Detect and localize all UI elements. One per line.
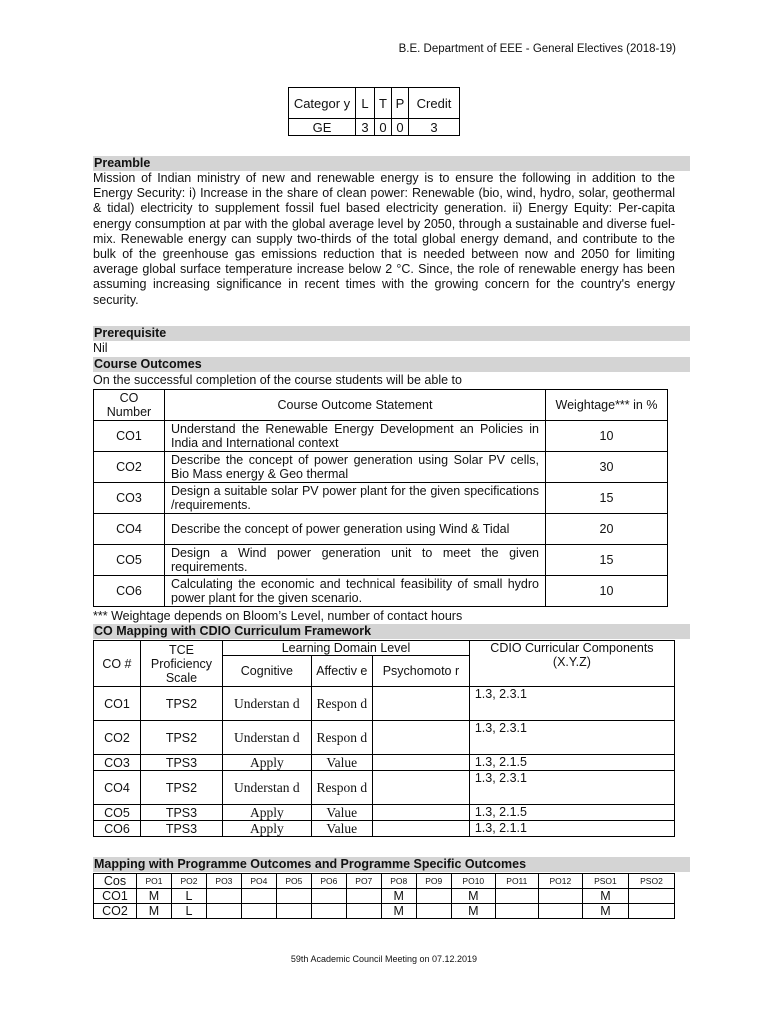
co-number: CO5 [94,545,165,576]
cdio-components: 1.3, 2.1.5 [469,805,674,821]
co-number: CO4 [94,514,165,545]
cdio-co: CO5 [94,805,141,821]
cdio-psychomotor [373,755,470,771]
cdio-tps: TPS3 [140,755,222,771]
po-cell: M [137,889,172,904]
po-cell [495,889,538,904]
po-mapping-table [93,873,675,919]
co-statement: Design a Wind power generation unit to meet the given requirements. [165,545,546,576]
cdio-cognitive: Understan d [223,771,312,805]
credit-header: Credit [409,88,460,119]
table-row [94,821,675,837]
co-number: CO6 [94,576,165,607]
cdio-affective: Respon d [311,721,372,755]
table-row [94,771,675,805]
po-header: PO3 [206,874,241,889]
po-cell: CO2 [94,904,137,919]
psychomotor-header: Psychomoto r [373,656,470,687]
course-outcomes-title: Course Outcomes [93,357,690,372]
po-header: PO4 [241,874,276,889]
cdio-co: CO2 [94,721,141,755]
category-header: Categor y [289,88,356,119]
t-value: 0 [375,119,392,136]
cdio-psychomotor [373,821,470,837]
co-weightage: 30 [546,452,668,483]
co-weightage: 10 [546,421,668,452]
table-row [94,545,668,576]
cognitive-header: Cognitive [223,656,312,687]
cdio-psychomotor [373,771,470,805]
cdio-tps: TPS3 [140,821,222,837]
po-cell [311,889,346,904]
co-statement: Calculating the economic and technical feasibility of small hydro power plant for the given scenario. [165,576,546,607]
po-cell: L [171,904,206,919]
cdio-affective: Value [311,821,372,837]
cdio-co-header: CO # [94,641,141,687]
po-mapping-title: Mapping with Programme Outcomes and Programme Specific Outcomes [93,857,690,872]
cdio-tps: TPS2 [140,771,222,805]
po-cell [346,904,381,919]
preamble-text: Mission of Indian ministry of new and renewable energy is to ensure the following in addition to the Energy Security: i) Increase in the share of clean power: Renewable (bio, wind, hydro, solar, geothermal & tidal) electricity to supplement fossil fuel based electricity generation. ii) Energy Equity: Per-capita energy consumption at par with the global average level by 2050, through a sustainable and diverse fuel- mix. Renewable energy can supply two-thirds of the total global energy demand, and contribute to the bulk of the greenhouse gas emissions reduction that is needed between now and 2050 for limiting average global surface temperature increase below 2 °C. Since, the role of renewable energy has been assuming increasing significance in recent times with the growing concern for the country's energy security. [93,171,675,307]
l-header: L [356,88,375,119]
cdio-co: CO6 [94,821,141,837]
cdio-affective: Value [311,755,372,771]
prerequisite-text: Nil [93,341,108,355]
co-header-row [94,390,668,421]
l-value: 3 [356,119,375,136]
po-header: PO9 [416,874,451,889]
po-cell [206,889,241,904]
cdio-co: CO3 [94,755,141,771]
cdio-tps: TPS3 [140,805,222,821]
co-weightage: 15 [546,483,668,514]
po-cell: M [381,889,416,904]
table-row [94,755,675,771]
table-row [94,721,675,755]
po-cell: M [451,889,495,904]
po-header: PO1 [137,874,172,889]
cdio-components: 1.3, 2.3.1 [469,771,674,805]
co-statement: Design a suitable solar PV power plant for the given specifications /requirements. [165,483,546,514]
po-header: PO6 [311,874,346,889]
po-cell: M [137,904,172,919]
po-cell: M [582,889,628,904]
cdio-table [93,640,675,837]
weightage-note: *** Weightage depends on Bloom’s Level, number of contact hours [93,609,463,623]
co-weightage: 10 [546,576,668,607]
cdio-cognitive: Apply [223,805,312,821]
course-outcomes-intro: On the successful completion of the course students will be able to [93,373,462,387]
co-number-header: CO Number [94,390,165,421]
po-cell [346,889,381,904]
cdio-cognitive: Understan d [223,687,312,721]
table-row [94,904,675,919]
cdio-components: 1.3, 2.1.1 [469,821,674,837]
po-cell [276,889,311,904]
po-cell [628,889,674,904]
po-header: PSO1 [582,874,628,889]
cdio-affective: Value [311,805,372,821]
co-statement-header: Course Outcome Statement [165,390,546,421]
po-cell [416,904,451,919]
po-header-row [94,874,675,889]
po-header: PO2 [171,874,206,889]
page-header: B.E. Department of EEE - General Electives (2018-19) [398,43,676,55]
t-header: T [375,88,392,119]
po-header: PO10 [451,874,495,889]
co-statement: Describe the concept of power generation using Wind & Tidal [165,514,546,545]
po-cell [311,904,346,919]
po-cell: CO1 [94,889,137,904]
cdio-psychomotor [373,805,470,821]
po-cell [628,904,674,919]
po-cell: M [451,904,495,919]
po-header: PO8 [381,874,416,889]
credit-value: 3 [409,119,460,136]
co-weightage: 20 [546,514,668,545]
po-cell [206,904,241,919]
cdio-tps: TPS2 [140,721,222,755]
category-value: GE [289,119,356,136]
cdio-cognitive: Apply [223,755,312,771]
cdio-affective: Respon d [311,771,372,805]
co-statement: Understand the Renewable Energy Development an Policies in India and International context [165,421,546,452]
cdio-co: CO4 [94,771,141,805]
cdio-co: CO1 [94,687,141,721]
po-header: PO5 [276,874,311,889]
po-cell [241,904,276,919]
po-header: PO7 [346,874,381,889]
table-row [94,687,675,721]
po-header-cos: Cos [94,874,137,889]
cdio-affective: Respon d [311,687,372,721]
co-number: CO2 [94,452,165,483]
cdio-components-header: CDIO Curricular Components (X.Y.Z) [469,641,674,687]
table-row [94,889,675,904]
co-number: CO1 [94,421,165,452]
co-number: CO3 [94,483,165,514]
preamble-title: Preamble [93,156,690,171]
p-header: P [392,88,409,119]
cdio-psychomotor [373,721,470,755]
po-cell [276,904,311,919]
po-cell: M [381,904,416,919]
co-weightage-header: Weightage*** in % [546,390,668,421]
course-outcomes-table [93,389,668,607]
category-header-row [289,88,460,119]
po-cell [495,904,538,919]
page-footer: 59th Academic Council Meeting on 07.12.2019 [290,954,478,964]
table-row [94,514,668,545]
po-header: PO11 [495,874,538,889]
category-table [288,87,460,136]
po-cell [538,904,582,919]
po-cell [416,889,451,904]
prerequisite-title: Prerequisite [93,326,690,341]
cdio-components: 1.3, 2.1.5 [469,755,674,771]
po-cell: M [582,904,628,919]
learning-domain-header: Learning Domain Level [223,641,470,656]
table-row [94,452,668,483]
co-weightage: 15 [546,545,668,576]
table-row [94,483,668,514]
co-statement: Describe the concept of power generation using Solar PV cells, Bio Mass energy & Geo thermal [165,452,546,483]
cdio-components: 1.3, 2.3.1 [469,721,674,755]
cdio-cognitive: Apply [223,821,312,837]
po-cell: L [171,889,206,904]
cdio-header-row [94,641,675,656]
po-header: PO12 [538,874,582,889]
cdio-tps: TPS2 [140,687,222,721]
po-header: PSO2 [628,874,674,889]
category-value-row [289,119,460,136]
po-cell [241,889,276,904]
p-value: 0 [392,119,409,136]
affective-header: Affectiv e [311,656,372,687]
cdio-title: CO Mapping with CDIO Curriculum Framework [93,624,690,639]
cdio-cognitive: Understan d [223,721,312,755]
cdio-tce-header: TCE Proficiency Scale [140,641,222,687]
table-row [94,576,668,607]
po-cell [538,889,582,904]
table-row [94,421,668,452]
cdio-components: 1.3, 2.3.1 [469,687,674,721]
table-row [94,805,675,821]
cdio-psychomotor [373,687,470,721]
